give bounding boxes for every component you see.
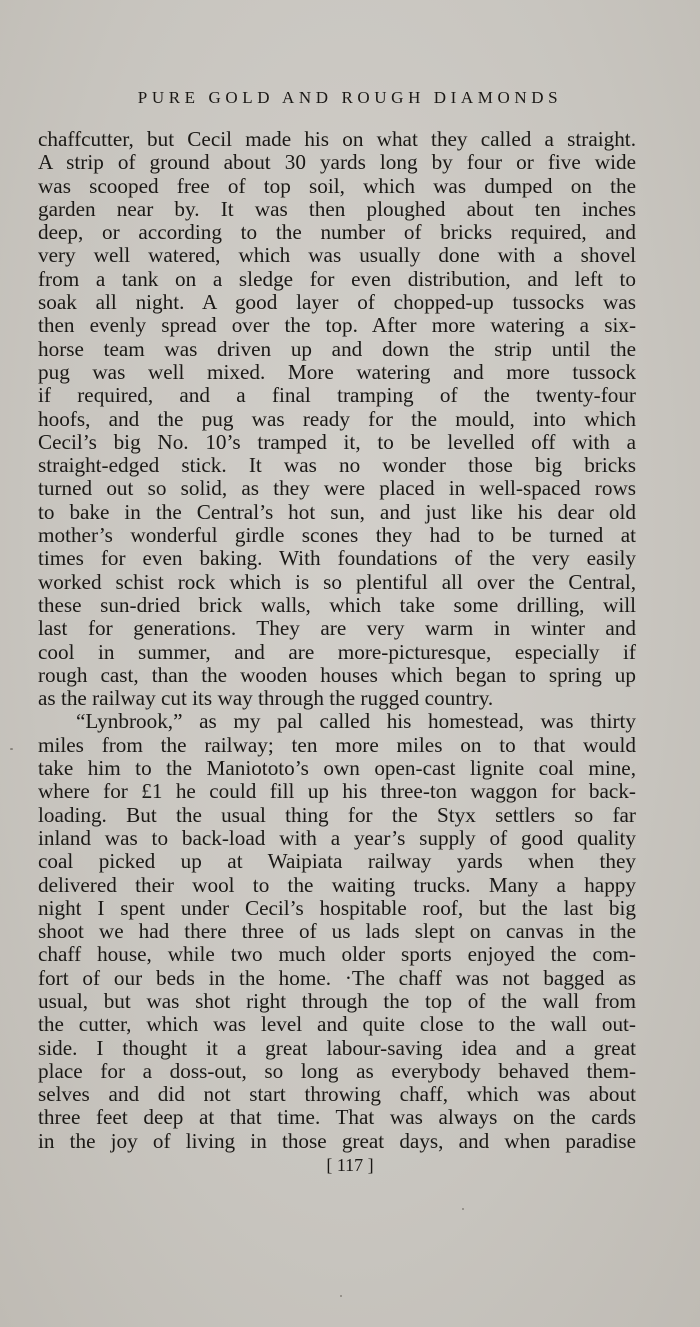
text-line: delivered their wool to the waiting trucks. Many a happy — [38, 872, 636, 897]
text-line: very well watered, which was usually done with a shovel — [38, 243, 636, 268]
text-line: where for £1 he could fill up his three-ton waggon for back- — [38, 779, 636, 804]
text-line: garden near by. It was then ploughed about ten inches — [38, 196, 636, 221]
text-line: A strip of ground about 30 yards long by four or five wide — [38, 150, 636, 175]
text-line: these sun-dried brick walls, which take some drilling, will — [38, 592, 636, 617]
text-line: if required, and a final tramping of the twenty-four — [38, 383, 636, 408]
paper-speck — [10, 748, 13, 750]
running-head: PURE GOLD AND ROUGH DIAMONDS — [137, 88, 563, 107]
text-line: as the railway cut its way through the rugged country. — [38, 686, 494, 711]
text-line: inland was to back-load with a year’s supply of good quality — [38, 825, 636, 850]
text-line: the cutter, which was level and quite close to the wall out- — [38, 1012, 636, 1037]
text-line: chaff house, while two much older sports enjoyed the com- — [38, 942, 636, 967]
text-line: loading. But the usual thing for the Styx settlers so far — [38, 802, 636, 827]
text-line: three feet deep at that time. That was always on the cards — [38, 1105, 636, 1130]
text-line: selves and did not start throwing chaff, which was about — [38, 1082, 636, 1107]
text-line: to bake in the Central’s hot sun, and just like his dear old — [38, 499, 636, 524]
text-line: mother’s wonderful girdle scones they had to be turned at — [38, 523, 636, 548]
text-line: times for even baking. With foundations of the very easily — [38, 546, 636, 571]
text-line: “Lynbrook,” as my pal called his homestead, was thirty — [76, 709, 636, 734]
text-line: place for a doss-out, so long as everybody behaved them- — [38, 1058, 636, 1083]
text-line: chaffcutter, but Cecil made his on what they called a straight. — [38, 127, 636, 151]
paper-speck — [340, 1295, 342, 1297]
text-line: fort of our beds in the home. ·The chaff was not bagged as — [38, 965, 636, 990]
text-line: usual, but was shot right through the top of the wall from — [38, 988, 636, 1013]
text-line: was scooped free of top soil, which was dumped on the — [38, 173, 636, 198]
text-line: deep, or according to the number of bricks required, and — [38, 220, 636, 245]
text-line: then evenly spread over the top. After more watering a six- — [38, 313, 636, 338]
text-line: cool in summer, and are more-picturesque, especially if — [38, 639, 636, 664]
text-line: shoot we had there three of us lads slept on canvas in the — [38, 919, 636, 944]
text-line: from a tank on a sledge for even distribution, and left to — [38, 266, 636, 291]
body-text — [38, 128, 636, 1153]
page-number: [ 117 ] — [326, 1155, 374, 1175]
text-line: miles from the railway; ten more miles on to that would — [38, 732, 636, 757]
text-line: side. I thought it a great labour-saving idea and a great — [38, 1035, 636, 1060]
paragraph-1 — [38, 128, 636, 710]
paragraph-2 — [38, 710, 636, 1153]
text-line: turned out so solid, as they were placed in well-spaced rows — [38, 476, 636, 501]
paper-speck — [462, 1208, 464, 1210]
text-line: pug was well mixed. More watering and more tussock — [38, 359, 636, 384]
text-line: last for generations. They are very warm in winter and — [38, 616, 636, 641]
text-line: coal picked up at Waipiata railway yards when they — [38, 849, 636, 874]
text-line: night I spent under Cecil’s hospitable roof, but the last big — [38, 895, 636, 920]
text-line: soak all night. A good layer of chopped-up tussocks was — [38, 290, 636, 315]
text-line: straight-edged stick. It was no wonder those big bricks — [38, 453, 636, 478]
text-line: rough cast, than the wooden houses which began to spring up — [38, 662, 636, 687]
text-line: in the joy of living in those great days, and when paradise — [38, 1128, 636, 1153]
text-line: worked schist rock which is so plentiful all over the Central, — [38, 569, 636, 594]
text-line: take him to the Maniototo’s own open-cast lignite coal mine, — [38, 756, 636, 781]
text-line: Cecil’s big No. 10’s tramped it, to be levelled off with a — [38, 429, 636, 454]
text-line: hoofs, and the pug was ready for the mould, into which — [38, 406, 636, 431]
text-line: horse team was driven up and down the strip until the — [38, 336, 636, 361]
